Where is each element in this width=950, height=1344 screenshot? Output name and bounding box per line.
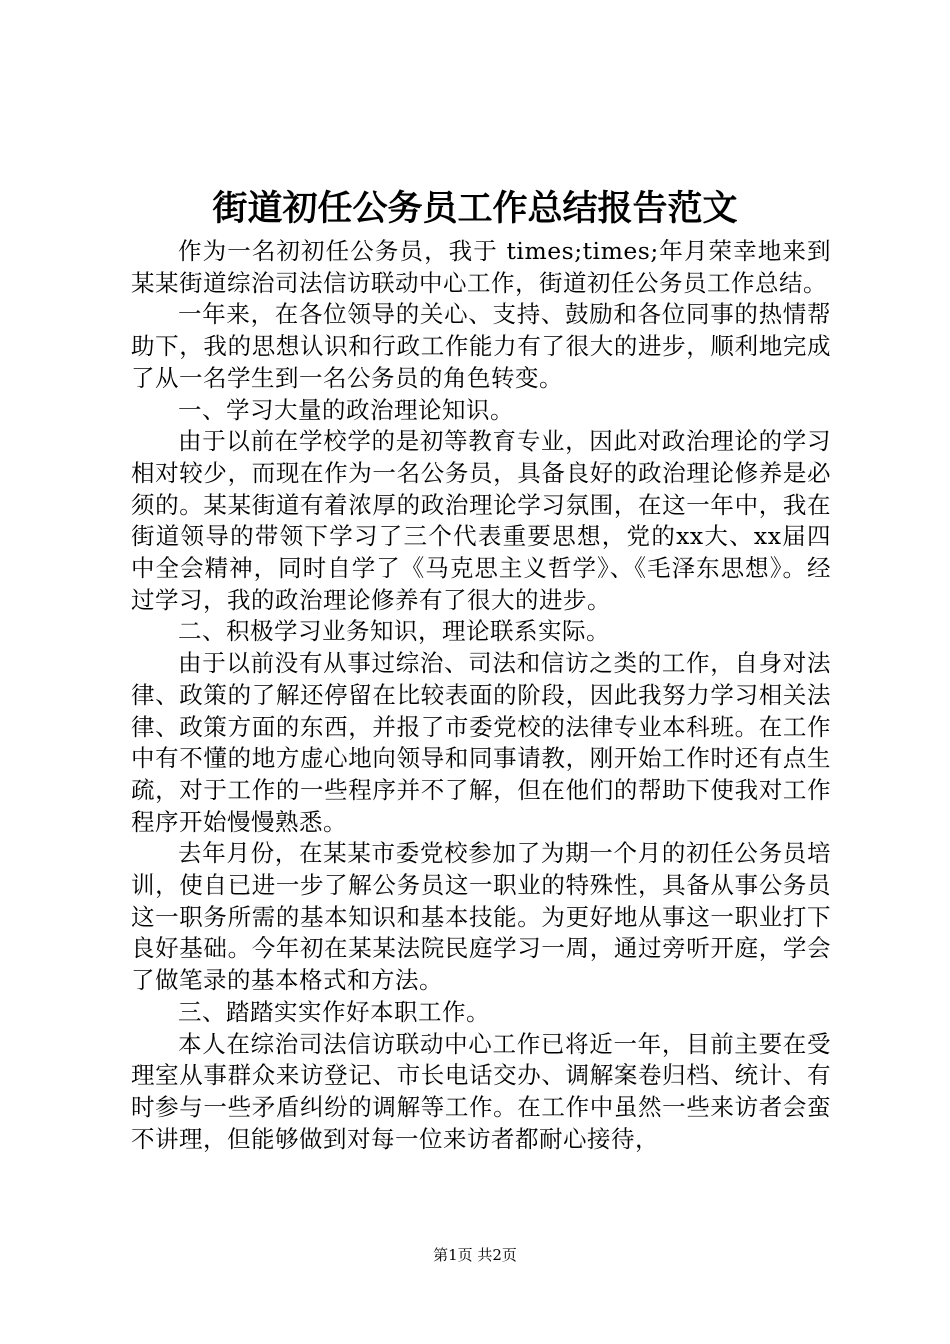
document-body bbox=[131, 236, 831, 1155]
paragraph: 作为一名初初任公务员，我于 times;times;年月荣幸地来到某某街道综治司法信访联动中心工作，街道初任公务员工作总结。 bbox=[131, 237, 831, 297]
paragraph: 去年月份，在某某市委党校参加了为期一个月的初任公务员培训，使自已进一步了解公务员这一职业的特殊性，具备从事公务员这一职务所需的基本知识和基本技能。为更好地从事这一职业打下良好基础。今年初在某某法院民庭学习一周，通过旁听开庭，学会了做笔录的基本格式和方法。 bbox=[131, 839, 831, 995]
section-heading: 三、踏踏实实作好本职工作。 bbox=[178, 997, 490, 1026]
paragraph: 由于以前在学校学的是初等教育专业，因此对政治理论的学习相对较少，而现在作为一名公务员，具备良好的政治理论修养是必须的。某某街道有着浓厚的政治理论学习氛围，在这一年中，我在街道领导的带领下学习了三个代表重要思想，党的xx大、xx届四中全会精神，同时自学了《马克思主义哲学》、《毛泽东思想》。经过学习，我的政治理论修养有了很大的进步。 bbox=[131, 427, 831, 614]
paragraph: 由于以前没有从事过综治、司法和信访之类的工作，自身对法律、政策的了解还停留在比较表面的阶段，因此我努力学习相关法律、政策方面的东西，并报了市委党校的法律专业本科班。在工作中有不懂的地方虚心地向领导和同事请教，刚开始工作时还有点生疏，对于工作的一些程序并不了解，但在他们的帮助下使我对工作程序开始慢慢熟悉。 bbox=[131, 649, 831, 836]
paragraph: 本人在综治司法信访联动中心工作已将近一年，目前主要在受理室从事群众来访登记、市长电话交办、调解案卷归档、统计、有时参与一些矛盾纠纷的调解等工作。在工作中虽然一些来访者会蛮不讲理，但能够做到对每一位来访者都耐心接待， bbox=[131, 1029, 831, 1153]
paragraph: 一年来，在各位领导的关心、支持、鼓励和各位同事的热情帮助下，我的思想认识和行政工作能力有了很大的进步，顺利地完成了从一名学生到一名公务员的角色转变。 bbox=[131, 300, 831, 392]
section-heading: 二、积极学习业务知识，理论联系实际。 bbox=[178, 617, 610, 646]
section-heading: 一、学习大量的政治理论知识。 bbox=[178, 395, 514, 424]
page-number-footer: 第1页 共2页 bbox=[433, 1246, 517, 1264]
document-title: 街道初任公务员工作总结报告范文 bbox=[212, 188, 738, 229]
